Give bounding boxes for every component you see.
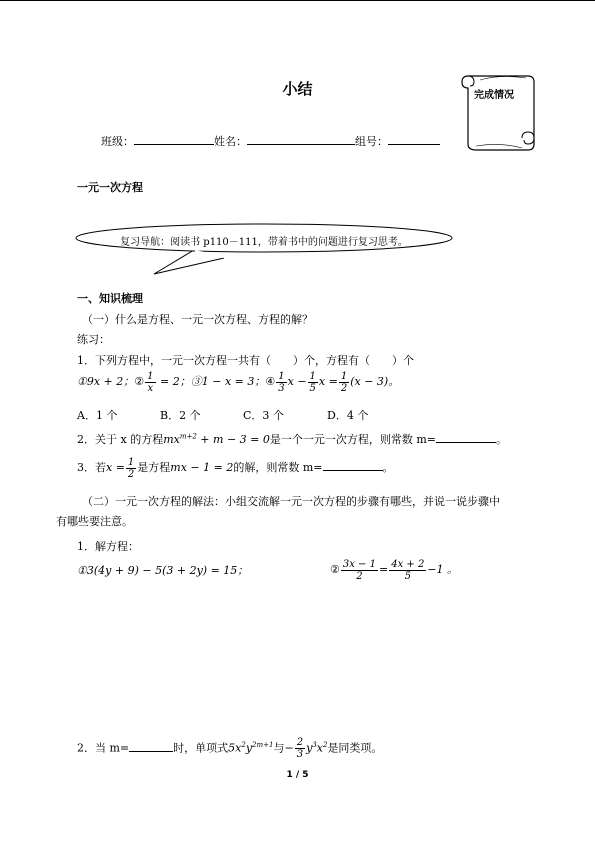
equation-1: ①3(4y + 9) − 5(3 + 2y) = 15； <box>77 564 249 577</box>
equation-2-equals: = <box>378 563 389 576</box>
equation-2-fraction-b <box>389 559 426 582</box>
fraction-denominator: 2 <box>356 570 363 582</box>
option-2-rest: = 2； <box>156 375 191 388</box>
concept-question: （一）什么是方程、一元一次方程、方程的解？ <box>82 313 313 326</box>
name-blank[interactable] <box>247 134 355 145</box>
option-4-fraction-b <box>308 371 318 394</box>
practice-label: 练习： <box>77 333 110 346</box>
exercise-3-prefix: 3．若 <box>77 461 106 474</box>
question-2-suffix: 是同类项。 <box>327 741 383 755</box>
guide-text: 复习导航：阅读书 p110－111，带着书中的问题进行复习思考。 <box>120 237 408 248</box>
exponent: 2 <box>322 741 328 749</box>
name-label: 姓名： <box>214 135 247 148</box>
fraction-numerator: 1 <box>278 370 285 382</box>
group-label: 组号： <box>355 135 388 148</box>
scroll-icon <box>460 70 538 154</box>
header-fields <box>101 133 440 149</box>
fraction-numerator: 1 <box>147 370 154 382</box>
exercise-3-fraction <box>126 457 136 480</box>
answer-blank[interactable] <box>436 432 496 443</box>
equation-2-marker: ② <box>330 563 340 576</box>
completion-badge-label: 完成情况 <box>474 90 514 101</box>
question-2-fraction <box>295 737 305 760</box>
option-2-fraction <box>145 371 155 394</box>
guide-bubble <box>74 222 504 276</box>
option-3: ③1 − x = 3； <box>190 375 266 388</box>
choice-c: C．3 个 <box>243 409 284 422</box>
equation-2 <box>330 557 458 583</box>
choice-a: A．1 个 <box>77 409 118 422</box>
fraction-denominator: 2 <box>340 382 348 394</box>
exercise-2-eq-rest: + m − 3 = 0 <box>196 433 270 446</box>
group-blank[interactable] <box>388 134 440 145</box>
option-4-term: x − <box>287 375 307 388</box>
question-2-with: 与 <box>273 741 285 755</box>
fraction-numerator: 1 <box>127 456 135 468</box>
class-label: 班级： <box>101 135 134 148</box>
option-4-term: x = <box>318 375 338 388</box>
fraction-denominator: 5 <box>309 382 316 394</box>
choice-b: B．2 个 <box>160 409 201 422</box>
exercise-2-suffix: 是一个一元一次方程，则常数 m= <box>269 433 437 446</box>
answer-blank[interactable] <box>323 460 383 471</box>
fraction-denominator: 3 <box>296 749 304 761</box>
option-4-fraction-c <box>339 371 349 394</box>
exercise-2 <box>77 431 507 447</box>
monomial-2-var: x <box>316 741 323 755</box>
negative-sign: − <box>284 741 294 755</box>
exercise-1-stem: 1．下列方程中，一元一次方程一共有（ ）个，方程有（ ）个 <box>77 354 414 367</box>
completion-badge <box>460 70 538 154</box>
exercise-2-prefix: 2．关于 x 的方程 <box>77 433 164 446</box>
question-2-prefix: 2．当 m= <box>77 741 130 755</box>
fraction-denominator: x <box>147 382 154 394</box>
class-blank[interactable] <box>134 134 214 145</box>
solve-question: （二）一元一次方程的解法：小组交流解一元一次方程的步骤有哪些，并说一说步骤中 <box>82 495 500 508</box>
fraction-numerator: 1 <box>340 370 348 382</box>
option-2-marker: ② <box>134 375 145 388</box>
answer-blank[interactable] <box>129 741 173 752</box>
exercise-3-x: x = <box>106 461 125 474</box>
exercise-3 <box>77 455 394 481</box>
solve-title: 1．解方程： <box>77 540 139 553</box>
exercise-3-mid: 是方程 <box>137 461 171 474</box>
exercise-3-end: 。 <box>382 461 394 474</box>
fraction-numerator: 1 <box>309 370 316 382</box>
exercise-1-options <box>77 370 399 394</box>
exponent: 2m+1 <box>252 741 274 749</box>
exercise-2-end: 。 <box>496 433 508 446</box>
fraction-denominator: 3 <box>278 382 285 394</box>
question-2 <box>77 732 383 761</box>
equation-2-fraction-a <box>341 559 378 582</box>
monomial-1-var: y <box>245 741 253 755</box>
option-4-rest: (x − 3)。 <box>350 375 400 388</box>
option-4-fraction-a <box>276 371 286 394</box>
option-4-marker: ④ <box>265 375 276 388</box>
option-1: ①9x + 2； <box>77 375 135 388</box>
fraction-numerator: 2 <box>296 737 304 749</box>
top-border <box>0 0 595 1</box>
page-title: 小结 <box>282 80 313 98</box>
fraction-denominator: 2 <box>127 468 135 480</box>
equation-2-rest: −1 。 <box>427 563 459 576</box>
solve-question-cont: 有哪些要注意。 <box>56 515 133 528</box>
exponent: 2 <box>241 741 246 749</box>
exercise-3-suffix: 的解，则常数 m= <box>233 461 323 474</box>
part1-title: 一、知识梳理 <box>77 292 143 305</box>
question-2-mid: 时，单项式 <box>173 741 229 755</box>
exercise-2-exponent: m+2 <box>179 432 197 441</box>
section-title: 一元一次方程 <box>77 181 143 194</box>
exercise-2-eq: mx <box>163 433 180 446</box>
fraction-numerator: 4x + 2 <box>391 558 425 570</box>
exponent: 3 <box>312 741 317 749</box>
fraction-numerator: 3x − 1 <box>342 558 376 570</box>
page-number: 1 / 5 <box>286 770 309 780</box>
choice-d: D．4 个 <box>327 409 369 422</box>
exercise-3-eq: mx − 1 = 2 <box>170 461 234 474</box>
speech-bubble-icon <box>74 222 504 276</box>
fraction-denominator: 5 <box>404 570 411 582</box>
monomial-1: 5x <box>228 741 242 755</box>
monomial-2: y <box>306 741 313 755</box>
